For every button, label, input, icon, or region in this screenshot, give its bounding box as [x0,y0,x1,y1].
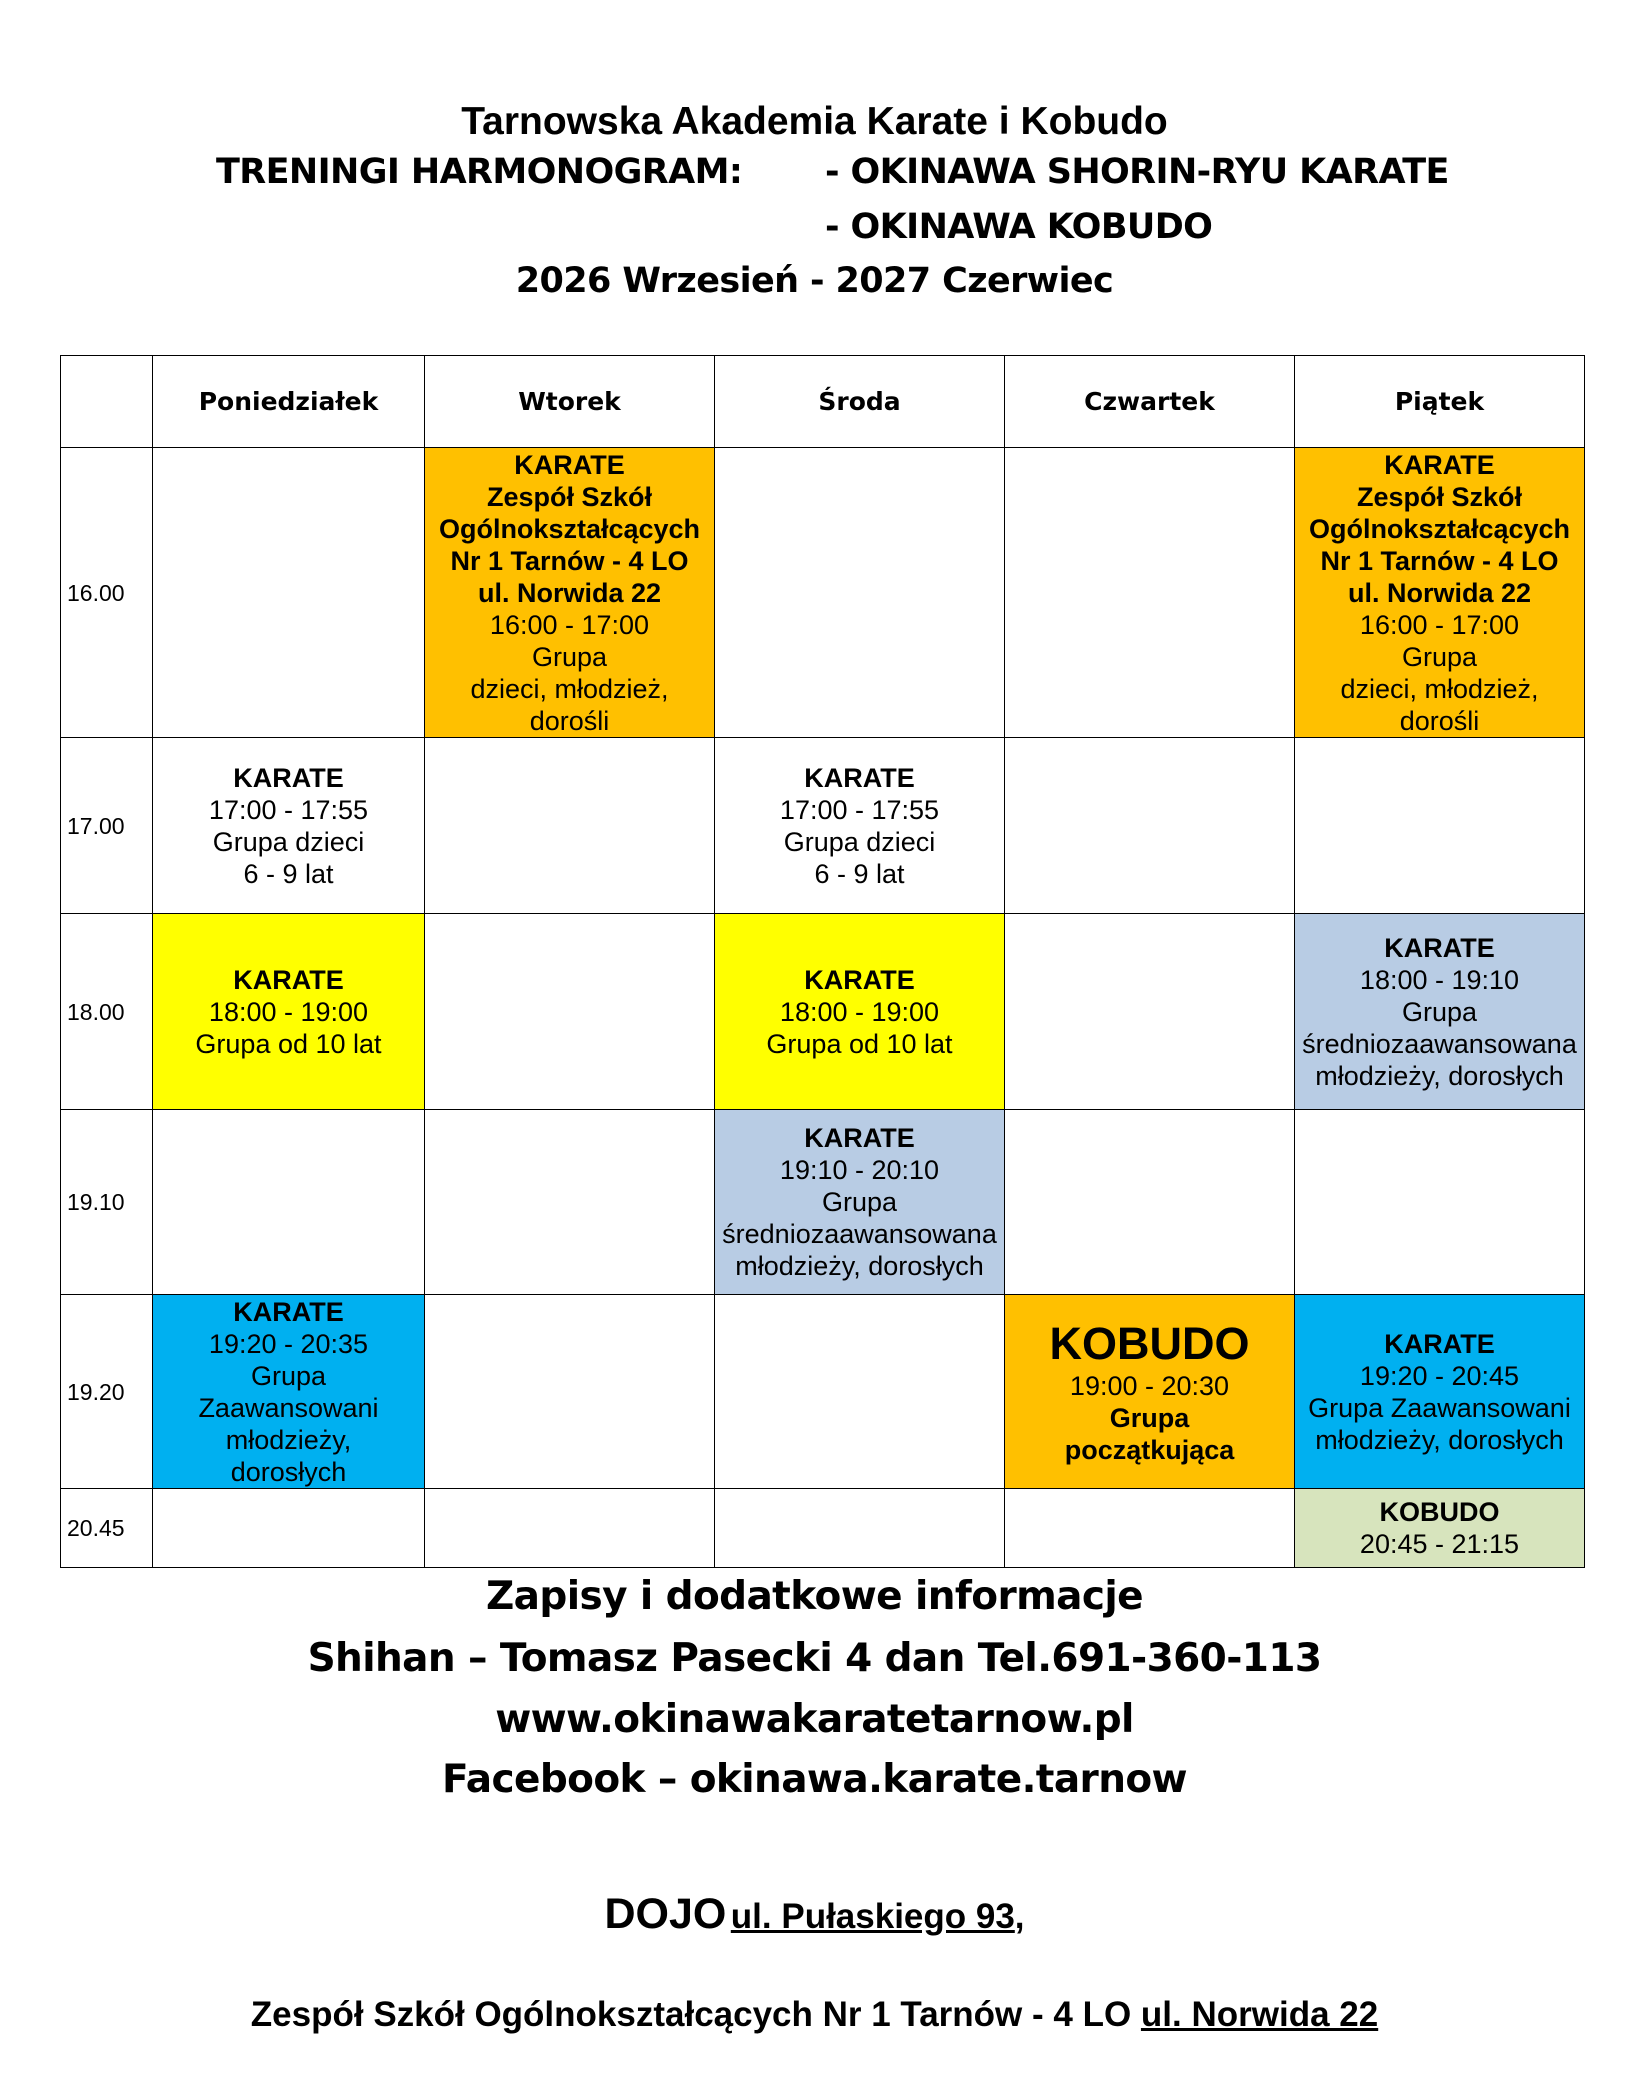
session-time: 20:45 - 21:15 [1359,1529,1520,1559]
session-group: średniozaawansowana [722,1219,997,1249]
time-label: 19.20 [61,1295,153,1489]
session-mon-1700 [153,738,425,914]
school-name: Zespół Szkół Ogólnokształcących Nr 1 Tarnów - 4 LO [250,1995,1132,2034]
empty-cell [1295,1110,1585,1295]
session-venue: Ogólnokształcących [438,513,701,544]
session-venue: Zespół Szkół [1356,481,1523,512]
day-header: Wtorek [425,356,715,448]
session-group: dzieci, młodzież, [1340,673,1539,704]
style-kobudo: - OKINAWA KOBUDO [825,207,1213,247]
empty-cell [153,1489,425,1568]
session-type: KARATE [233,762,344,793]
time-label: 20.45 [61,1489,153,1568]
table-row [61,1295,1585,1489]
session-wed-1800 [715,914,1005,1110]
time-label: 16.00 [61,448,153,738]
session-group: początkująca [1064,1434,1235,1465]
empty-cell [1005,914,1295,1110]
session-tue-1600 [425,448,715,738]
empty-cell [425,1489,715,1568]
session-type: KARATE [1384,1328,1495,1359]
session-thu-1920 [1005,1295,1295,1489]
table-row [61,738,1585,914]
page-title: Tarnowska Akademia Karate i Kobudo [461,100,1168,143]
day-header: Środa [715,356,1005,448]
session-time: 19:20 - 20:45 [1359,1360,1520,1391]
dojo-comma: , [1014,1897,1025,1936]
session-group: młodzieży, dorosłych [735,1251,984,1281]
session-wed-1700 [715,738,1005,914]
empty-cell [1005,1110,1295,1295]
session-type: KARATE [804,1123,915,1153]
empty-cell [425,914,715,1110]
dojo-label: DOJO [604,1890,727,1938]
day-header: Piątek [1295,356,1585,448]
session-fri-1920 [1295,1295,1585,1489]
schedule-label: TRENINGI HARMONOGRAM: [216,152,743,192]
style-karate: - OKINAWA SHORIN-RYU KARATE [825,152,1449,192]
session-group: dorośli [1399,705,1480,736]
session-group: Grupa [1109,1402,1190,1433]
session-group: Grupa dzieci [783,826,936,857]
session-type: KARATE [514,449,625,480]
session-group: młodzieży, dorosłych [1315,1060,1564,1091]
session-group: Grupa [821,1187,898,1217]
session-venue: ul. Norwida 22 [477,577,662,608]
session-group: Grupa [1401,641,1478,672]
corner-cell [61,356,153,448]
table-row [61,914,1585,1110]
empty-cell [425,1295,715,1489]
session-type: KARATE [233,1296,344,1327]
session-group: 6 - 9 lat [814,858,905,889]
session-type: KOBUDO [1379,1497,1500,1527]
session-group: Grupa dzieci [212,826,365,857]
website-link[interactable]: www.okinawakaratetarnow.pl [495,1697,1134,1742]
session-group: dzieci, młodzież, [470,673,669,704]
session-group: średniozaawansowana [1302,1028,1577,1059]
empty-cell [425,1110,715,1295]
session-time: 19:10 - 20:10 [779,1155,940,1185]
session-wed-1910 [715,1110,1005,1295]
session-time: 18:00 - 19:00 [779,996,940,1027]
day-header: Czwartek [1005,356,1295,448]
session-fri-2045 [1295,1489,1585,1568]
facebook-link[interactable]: Facebook – okinawa.karate.tarnow [442,1757,1187,1802]
empty-cell [1005,448,1295,738]
session-group: Grupa od 10 lat [766,1028,953,1059]
signup-heading: Zapisy i dodatkowe informacje [486,1574,1143,1619]
session-group: dorosłych [230,1456,347,1487]
season-period: 2026 Wrzesień - 2027 Czerwiec [515,261,1114,301]
session-group: Grupa od 10 lat [195,1028,382,1059]
empty-cell [715,448,1005,738]
session-type: KARATE [804,964,915,995]
session-mon-1800 [153,914,425,1110]
empty-cell [715,1489,1005,1568]
session-fri-1800 [1295,914,1585,1110]
session-fri-1600 [1295,448,1585,738]
session-group: młodzieży, [225,1424,352,1455]
table-row [61,1110,1585,1295]
session-time: 18:00 - 19:00 [208,996,369,1027]
session-time: 18:00 - 19:10 [1359,964,1520,995]
session-venue: Nr 1 Tarnów - 4 LO [1320,545,1559,576]
table-header-row [61,356,1585,448]
table-row [61,448,1585,738]
session-venue: Ogólnokształcących [1308,513,1571,544]
session-time: 19:20 - 20:35 [208,1328,369,1359]
session-type: KOBUDO [1049,1317,1250,1369]
session-group: Grupa [250,1360,327,1391]
table-row [61,1489,1585,1568]
empty-cell [425,738,715,914]
session-time: 16:00 - 17:00 [489,609,650,640]
dojo-address: ul. Pułaskiego 93 [730,1897,1015,1936]
session-time: 19:00 - 20:30 [1069,1370,1230,1401]
session-group: 6 - 9 lat [243,858,334,889]
school-address-line [0,1995,1629,2035]
empty-cell [1005,1489,1295,1568]
session-time: 16:00 - 17:00 [1359,609,1520,640]
time-label: 18.00 [61,914,153,1110]
session-venue: Nr 1 Tarnów - 4 LO [450,545,689,576]
day-header: Poniedziałek [153,356,425,448]
session-type: KARATE [1384,932,1495,963]
session-time: 17:00 - 17:55 [208,794,369,825]
session-venue: Zespół Szkół [486,481,653,512]
school-address: ul. Norwida 22 [1140,1995,1379,2034]
session-type: KARATE [1384,449,1495,480]
session-group: Grupa [1401,996,1478,1027]
empty-cell [153,448,425,738]
empty-cell [715,1295,1005,1489]
session-venue: ul. Norwida 22 [1347,577,1532,608]
session-type: KARATE [804,762,915,793]
session-group: Zaawansowani [198,1392,379,1423]
session-time: 17:00 - 17:55 [779,794,940,825]
session-group: dorośli [529,705,610,736]
time-label: 17.00 [61,738,153,914]
schedule-table [60,355,1585,1568]
session-type: KARATE [233,964,344,995]
session-group: Grupa [531,641,608,672]
contact-line: Shihan – Tomasz Pasecki 4 dan Tel.691-360-113 [307,1636,1322,1681]
session-mon-1920 [153,1295,425,1489]
session-group: młodzieży, dorosłych [1315,1424,1564,1455]
dojo-address-line [0,1890,1629,1939]
time-label: 19.10 [61,1110,153,1295]
empty-cell [1005,738,1295,914]
empty-cell [1295,738,1585,914]
empty-cell [153,1110,425,1295]
session-group: Grupa Zaawansowani [1308,1392,1571,1423]
